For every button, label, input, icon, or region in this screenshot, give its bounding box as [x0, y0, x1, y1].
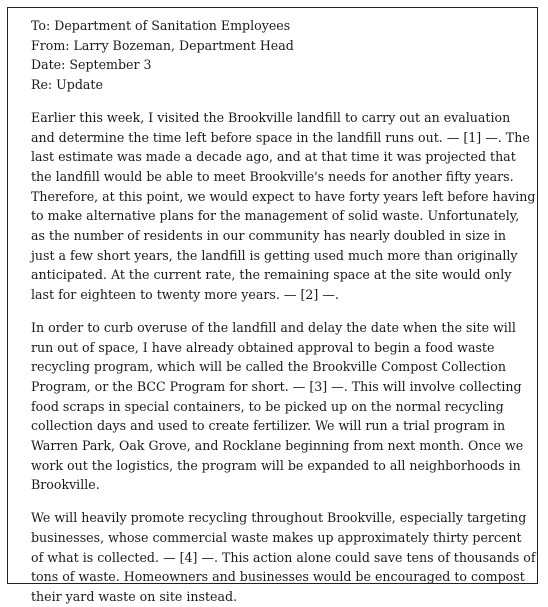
paragraph-line: anticipated. At the current rate, the remaining space at the site would only — [31, 267, 512, 283]
paragraph-line: Program, or the BCC Program for short. — [3] —. This will involve collecting — [31, 378, 522, 394]
paragraph-line: to make alternative plans for the management of solid waste. Unfortunately, — [31, 208, 520, 224]
paragraph-line: Brookville. — [31, 477, 100, 493]
memo-document — [31, 16, 536, 607]
memo-subject-line: Re: Update — [31, 77, 103, 93]
memo-date-line: Date: September 3 — [31, 57, 152, 73]
paragraph-line: their yard waste on site instead. — [31, 588, 238, 604]
paragraph-line: work out the logistics, the program will be expanded to all neighborhoods in — [31, 457, 521, 473]
paragraph-line: just a few short years, the landfill is getting used much more than originally — [31, 247, 518, 263]
memo-paragraph-2 — [31, 318, 531, 495]
memo-paragraph-3 — [31, 508, 536, 607]
paragraph-line: as the number of residents in our community has nearly doubled in size in — [31, 228, 507, 244]
memo-paragraph-1 — [31, 108, 536, 305]
paragraph-line: Warren Park, Oak Grove, and Rocklane beginning from next month. Once we — [31, 438, 524, 454]
paragraph-line: recycling program, which will be called the Brookville Compost Collection — [31, 359, 506, 375]
paragraph-line: the landfill would be able to meet Brookville's needs for another fifty years. — [31, 168, 514, 184]
paragraph-line: Therefore, at this point, we would expect to have forty years left before having — [31, 188, 536, 204]
paragraph-line: Earlier this week, I visited the Brookville landfill to carry out an evaluation — [31, 109, 511, 125]
paragraph-line: businesses, whose commercial waste makes up approximately thirty percent — [31, 529, 522, 545]
paragraph-line: food scraps in special containers, to be picked up on the normal recycling — [31, 398, 504, 414]
paragraph-line: run out of space, I have already obtained approval to begin a food waste — [31, 339, 495, 355]
paragraph-line: We will heavily promote recycling throughout Brookville, especially targeting — [31, 510, 527, 526]
memo-header — [31, 16, 531, 95]
paragraph-line: last estimate was made a decade ago, and at that time it was projected that — [31, 149, 516, 165]
paragraph-line: last for eighteen to twenty more years. — [2] —. — [31, 287, 339, 303]
paragraph-line: and determine the time left before space in the landfill runs out. — [1] —. The — [31, 129, 530, 145]
paragraph-line: of what is collected. — [4] —. This action alone could save tens of thousands of — [31, 549, 536, 565]
paragraph-line: In order to curb overuse of the landfill and delay the date when the site will — [31, 319, 516, 335]
paragraph-line: collection days and used to create fertilizer. We will run a trial program in — [31, 418, 506, 434]
paragraph-line: tons of waste. Homeowners and businesses would be encouraged to compost — [31, 569, 525, 585]
memo-from-line: From: Larry Bozeman, Department Head — [31, 37, 294, 53]
memo-to-line: To: Department of Sanitation Employees — [31, 18, 291, 33]
